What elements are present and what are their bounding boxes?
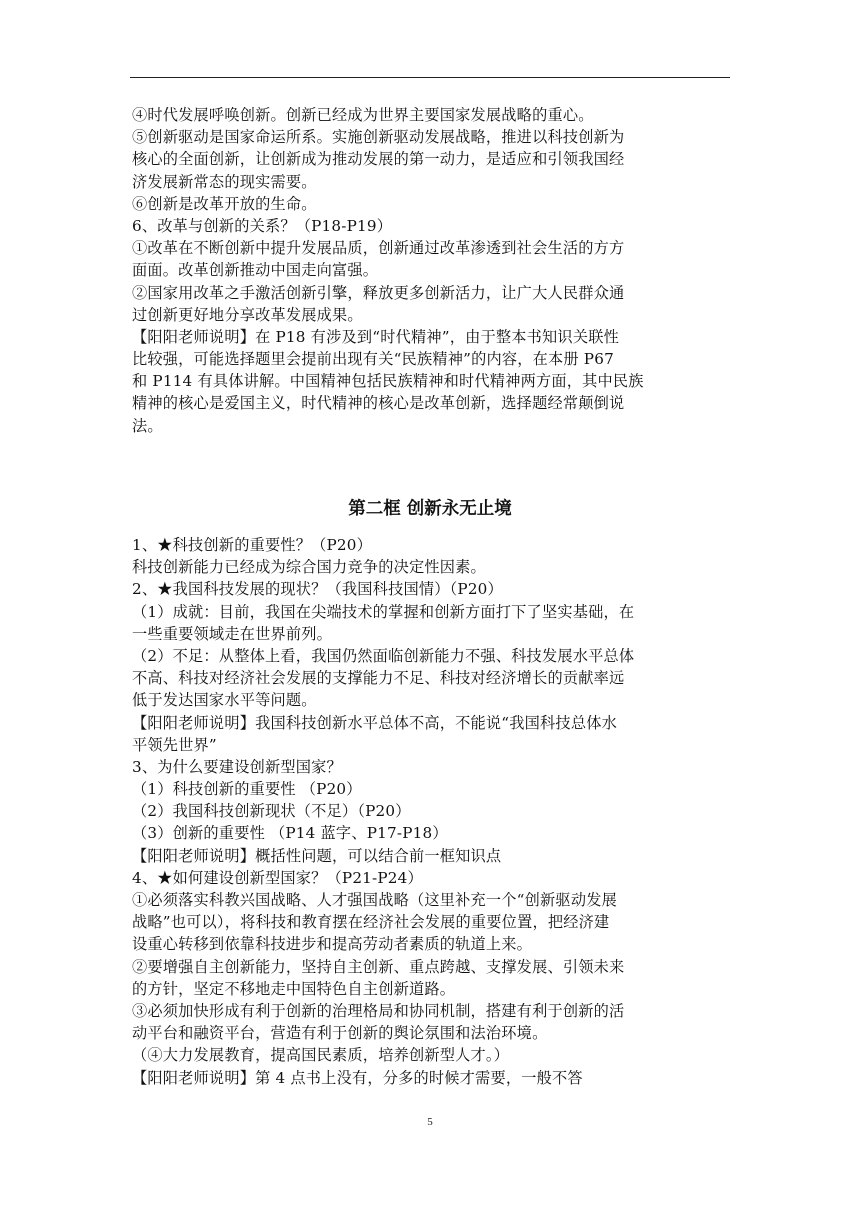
page-number: 5	[427, 1116, 433, 1128]
text-line: 法。	[132, 416, 163, 435]
text-line: 精神的核心是爱国主义，时代精神的核心是改革创新，选择题经常颠倒说	[132, 394, 625, 413]
text-line: 1、★科技创新的重要性？（P20）	[132, 536, 373, 554]
text-line: 动平台和融资平台，营造有利于创新的舆论氛围和法治环境。	[132, 1024, 548, 1043]
text-line: 比较强，可能选择题里会提前出现有关“民族精神”的内容，在本册 P67	[132, 350, 614, 369]
text-line: （3）创新的重要性 （P14 蓝字、P17-P18）	[132, 824, 448, 843]
text-line: 面面。改革创新推动中国走向富强。	[132, 261, 379, 280]
text-line: ③必须加快形成有利于创新的治理格局和协同机制，搭建有利于创新的活	[132, 1001, 625, 1020]
text-line: 平领先世界”	[132, 735, 217, 754]
text-line: 设重心转移到依靠科技进步和提高劳动者素质的轨道上来。	[132, 935, 533, 954]
text-line: 过创新更好地分享改革发展成果。	[132, 305, 363, 324]
text-line: ①改革在不断创新中提升发展品质，创新通过改革渗透到社会生活的方方	[132, 239, 625, 258]
text-line: （2）不足：从整体上看，我国仍然面临创新能力不强、科技发展水平总体	[132, 646, 635, 665]
text-line: （④大力发展教育，提高国民素质，培养创新型人才。）	[132, 1046, 510, 1065]
text-line: 不高、科技对经济社会发展的支撑能力不足、科技对经济增长的贡献率远	[132, 669, 625, 688]
text-line: 4、★如何建设创新型国家？（P21-P24）	[132, 868, 423, 887]
text-line: 的方针，坚定不移地走中国特色自主创新道路。	[132, 979, 456, 998]
text-line: 3、为什么要建设创新型国家？	[132, 757, 342, 776]
text-line: 战略”也可以），将科技和教育摆在经济社会发展的重要位置，把经济建	[132, 913, 610, 932]
text-line: ⑤创新驱动是国家命运所系。实施创新驱动发展战略，推进以科技创新为	[132, 128, 625, 147]
text-line: ④时代发展呼唤创新。创新已经成为世界主要国家发展战略的重心。	[132, 106, 594, 124]
text-line: 【阳阳老师说明】概括性问题，可以结合前一框知识点	[132, 846, 502, 865]
text-line: 核心的全面创新，让创新成为推动发展的第一动力，是适应和引领我国经	[132, 150, 625, 169]
text-line: （1）科技创新的重要性 （P20）	[132, 780, 362, 799]
text-line: 2、★我国科技发展的现状？（我国科技国情）（P20）	[132, 580, 503, 599]
header-rule	[130, 77, 730, 78]
text-line: 6、改革与创新的关系？（P18-P19）	[132, 216, 393, 235]
section-1-body	[132, 104, 732, 437]
text-line: 低于发达国家水平等问题。	[132, 691, 317, 710]
section-2-body	[132, 534, 732, 1089]
text-line: ②要增强自主创新能力，坚持自主创新、重点跨越、支撑发展、引领未来	[132, 957, 625, 976]
text-line: 科技创新能力已经成为综合国力竞争的决定性因素。	[132, 558, 486, 577]
text-line: ⑥创新是改革开放的生命。	[132, 194, 317, 213]
text-line: （1）成就：目前，我国在尖端技术的掌握和创新方面打下了坚实基础，在	[132, 602, 635, 621]
text-line: （2）我国科技创新现状（不足）（P20）	[132, 802, 411, 821]
text-line: ②国家用改革之手激活创新引擎，释放更多创新活力，让广大人民群众通	[132, 283, 625, 302]
text-line: 和 P114 有具体讲解。中国精神包括民族精神和时代精神两方面，其中民族	[132, 372, 644, 391]
text-line: 一些重要领域走在世界前列。	[132, 624, 333, 643]
text-line: 济发展新常态的现实需要。	[132, 172, 317, 191]
text-line: 【阳阳老师说明】在 P18 有涉及到“时代精神”，由于整本书知识关联性	[132, 327, 619, 346]
text-line: ①必须落实科教兴国战略、人才强国战略（这里补充一个“创新驱动发展	[132, 891, 617, 909]
section-heading: 第二框 创新永无止境	[348, 499, 512, 519]
text-line: 【阳阳老师说明】我国科技创新水平总体不高，不能说“我国科技总体水	[132, 713, 617, 732]
text-line: 【阳阳老师说明】第 4 点书上没有，分多的时候才需要，一般不答	[132, 1068, 583, 1087]
